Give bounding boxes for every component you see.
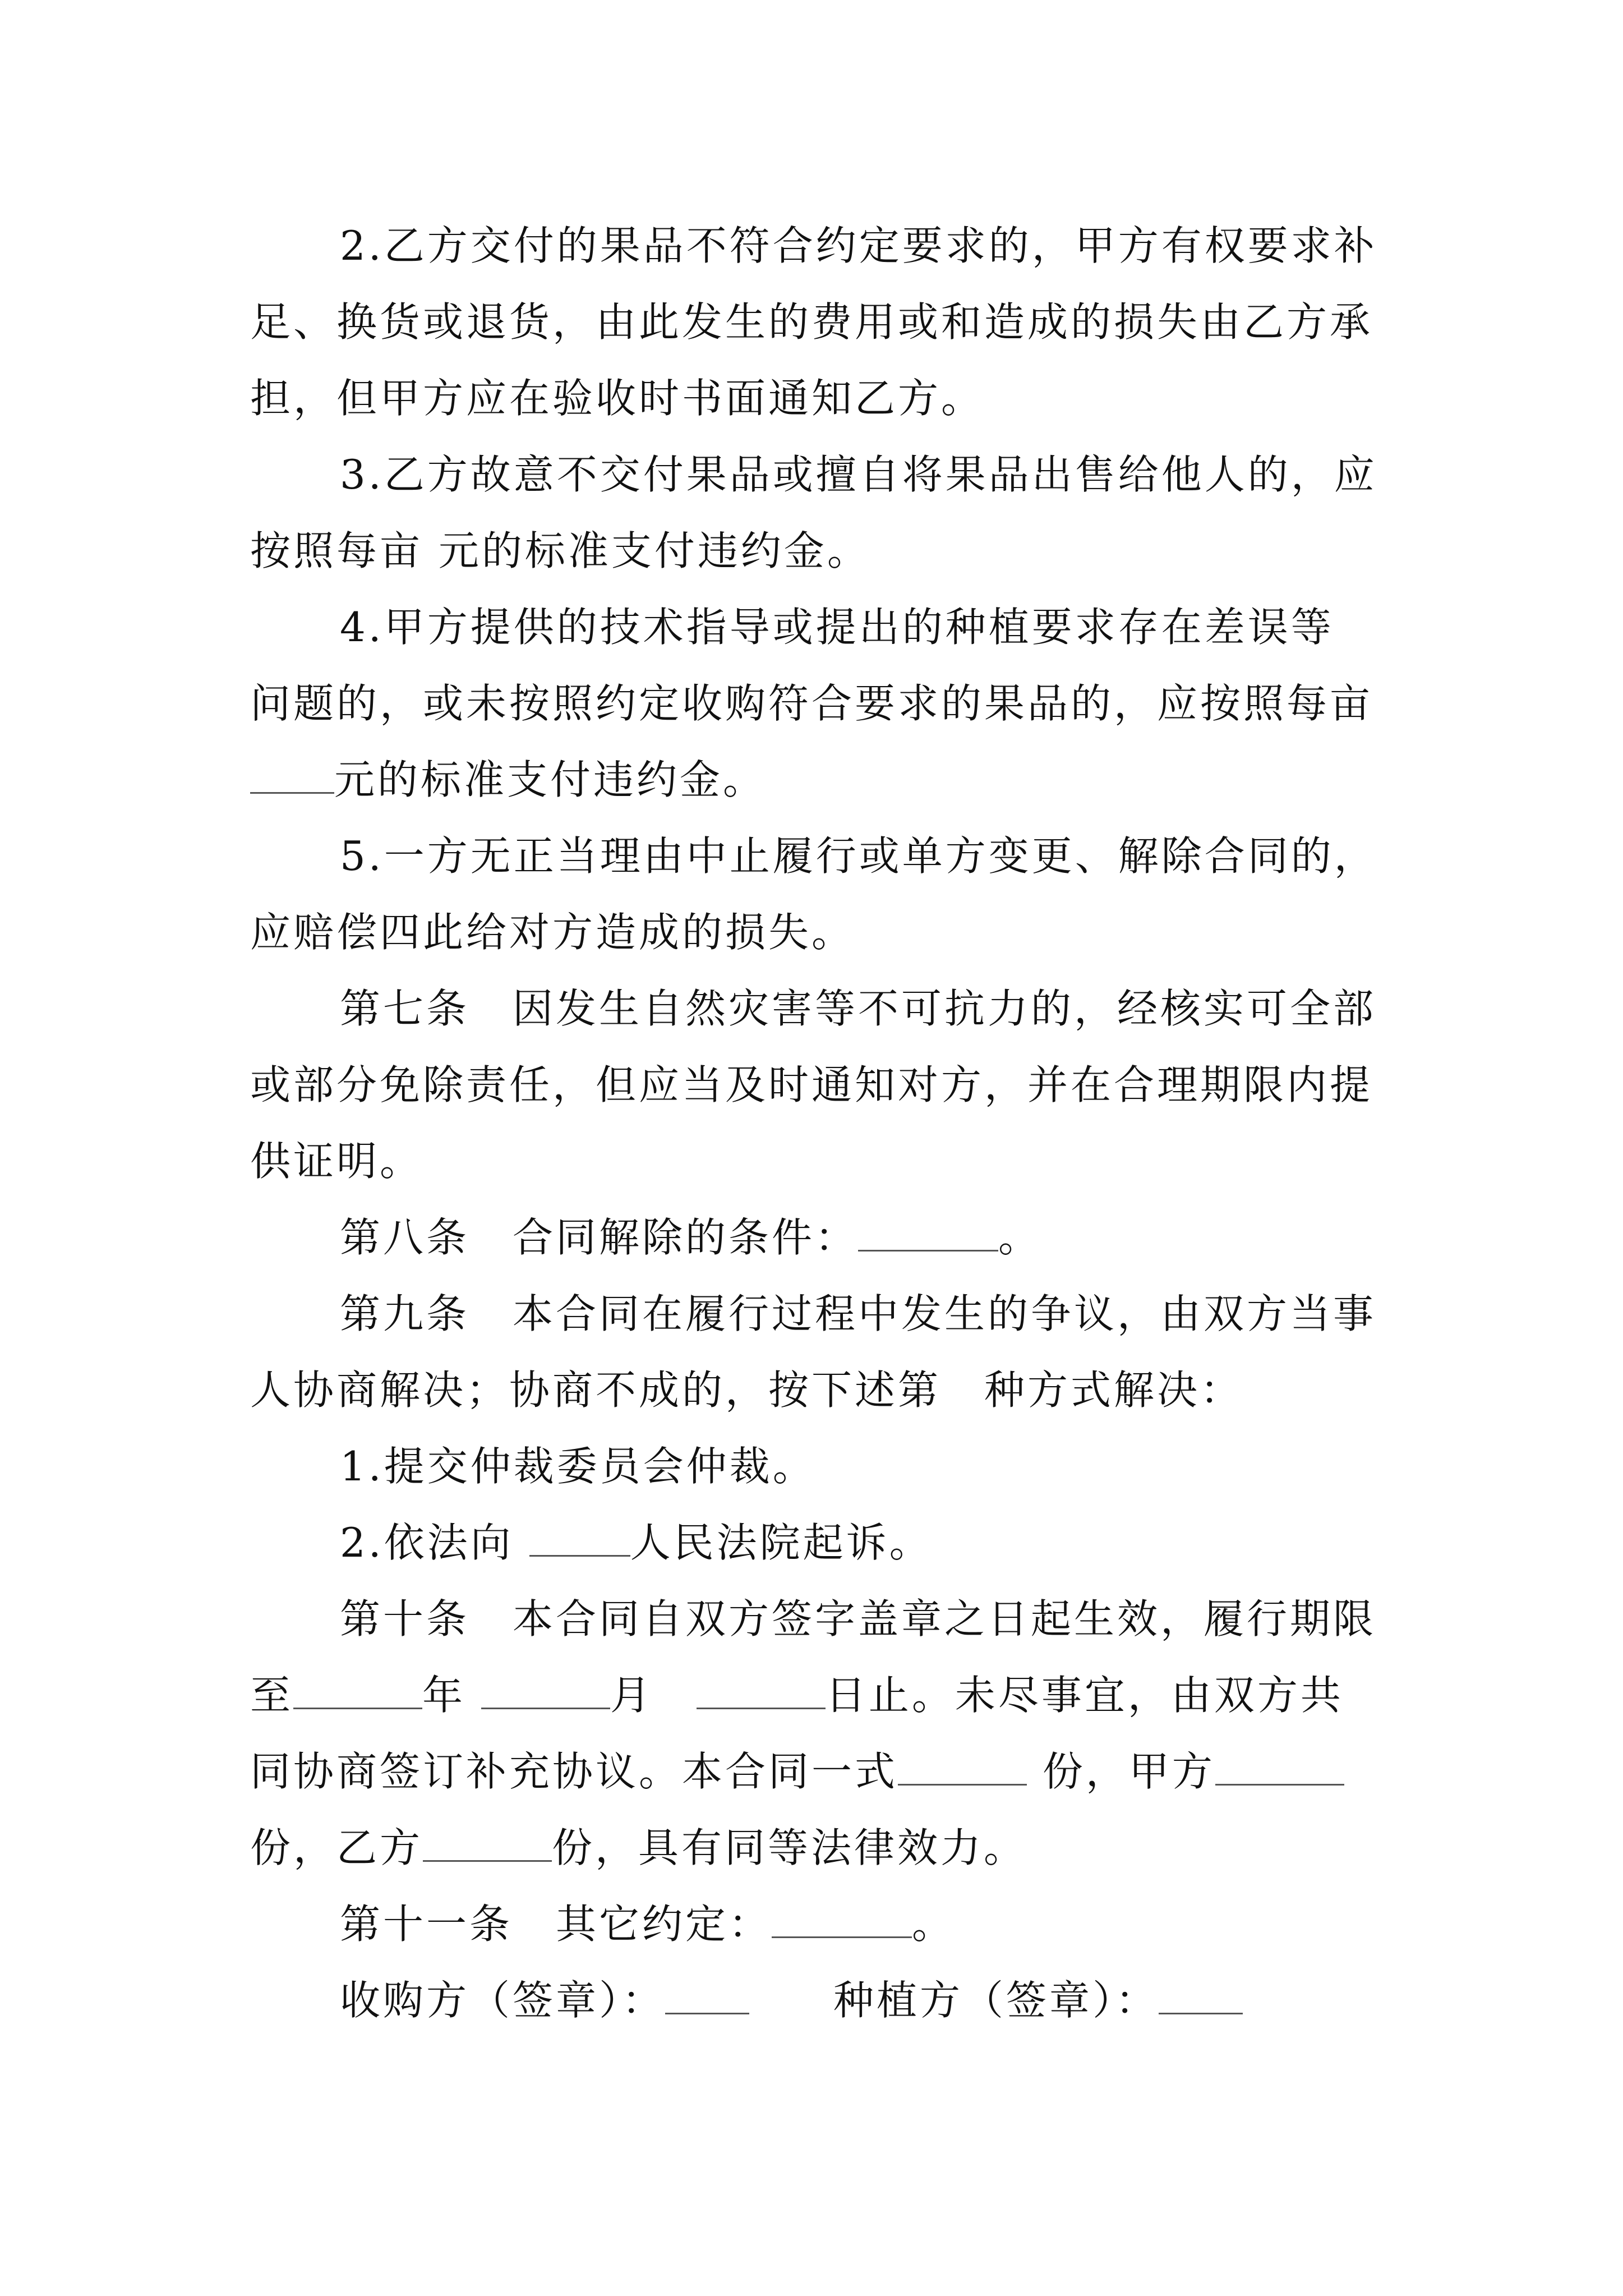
clause-11 <box>250 1886 1394 1962</box>
clause-10-line-3 <box>250 1733 1394 1810</box>
clause-7-line-2: 或部分免除责任，但应当及时通知对方，并在合理期限内提 <box>250 1061 1373 1108</box>
clause-6-item-5-line-1: 5.一方无正当理由中止履行或单方变更、解除合同的， <box>340 832 1377 880</box>
clause-10-year: 年 <box>422 1672 481 1719</box>
clause-10-to: 至 <box>250 1672 294 1719</box>
clause-6-item-4-tail: 元的标准支付违约金。 <box>334 756 767 803</box>
party-b-copies-blank <box>423 1826 552 1862</box>
clause-6-item-4-line-1: 4.甲方提供的技术指导或提出的种植要求存在差误等 <box>340 604 1334 651</box>
clause-10-copies-text: 同协商签订补充协议。本合同一式 <box>250 1748 898 1795</box>
clause-10-line-4 <box>250 1810 1394 1886</box>
party-a-copies-blank <box>1215 1750 1344 1786</box>
clause-6-item-3-line-2: 按照每亩 元的标准支付违约金。 <box>250 527 870 574</box>
clause-10-party-b: 份，乙方 <box>250 1824 423 1871</box>
clause-10-line-2 <box>250 1657 1394 1733</box>
grower-signature-blank <box>1159 1979 1243 2014</box>
penalty-amount-blank <box>250 758 334 794</box>
clause-9-line-1: 第九条 本合同在履行过程中发生的争议，由双方当事 <box>340 1290 1377 1337</box>
end-month-blank <box>481 1674 610 1709</box>
clause-9-line-2: 人协商解决；协商不成的，按下述第 种方式解决： <box>250 1366 1244 1414</box>
clause-6-item-2-line-3: 担，但甲方应在验收时书面通知乙方。 <box>250 375 985 422</box>
clause-8-text: 第八条 合同解除的条件： <box>340 1214 859 1261</box>
total-copies-blank <box>898 1750 1027 1786</box>
clause-6-item-2-line-1: 2.乙方交付的果品不符合约定要求的，甲方有权要求补 <box>340 222 1377 269</box>
clause-7-line-3: 供证明。 <box>250 1138 423 1185</box>
end-year-blank <box>293 1674 422 1709</box>
clause-8 <box>250 1199 1394 1276</box>
clause-11-end: 。 <box>912 1901 956 1948</box>
court-name-blank <box>529 1521 630 1557</box>
clause-10-party-a: 份，甲方 <box>1027 1748 1215 1795</box>
clause-6-item-4-line-2: 问题的，或未按照约定收购符合要求的果品的，应按照每亩 <box>250 680 1373 727</box>
clause-10-day: 日止。未尽事宜，由双方共 <box>825 1672 1344 1719</box>
end-day-blank <box>697 1674 826 1709</box>
clause-9-option-2-tail: 人民法院起诉。 <box>630 1519 933 1566</box>
clause-9-option-1: 1.提交仲裁委员会仲裁。 <box>340 1443 816 1490</box>
clause-9-option-2 <box>250 1504 1394 1581</box>
clause-8-end: 。 <box>998 1214 1042 1261</box>
contract-text <box>250 208 1394 2039</box>
clause-11-text: 第十一条 其它约定： <box>340 1901 772 1948</box>
clause-10-line-1: 第十条 本合同自双方签字盖章之日起生效，履行期限 <box>340 1595 1377 1642</box>
grower-signature-label: 种植方（签章）： <box>833 1977 1159 2024</box>
clause-9-option-2-text: 2.依法向 <box>340 1519 529 1566</box>
clause-7-line-1: 第七条 因发生自然灾害等不可抗力的，经核实可全部 <box>340 985 1377 1032</box>
clause-6-item-4-line-3 <box>250 742 1394 818</box>
clause-6-item-2-line-2: 足、换货或退货，由此发生的费用或和造成的损失由乙方承 <box>250 298 1373 346</box>
clause-10-month: 月 <box>610 1672 697 1719</box>
signature-line <box>250 1962 1394 2039</box>
clause-10-tail: 份，具有同等法律效力。 <box>552 1824 1027 1871</box>
clause-6-item-5-line-2: 应赔偿四此给对方造成的损失。 <box>250 909 855 956</box>
other-terms-blank <box>772 1903 912 1938</box>
buyer-signature-blank <box>665 1979 749 2014</box>
clause-6-item-3-line-1: 3.乙方故意不交付果品或擅自将果品出售给他人的，应 <box>340 451 1377 498</box>
buyer-signature-label: 收购方（签章）： <box>340 1977 666 2024</box>
termination-conditions-blank <box>858 1216 998 1251</box>
